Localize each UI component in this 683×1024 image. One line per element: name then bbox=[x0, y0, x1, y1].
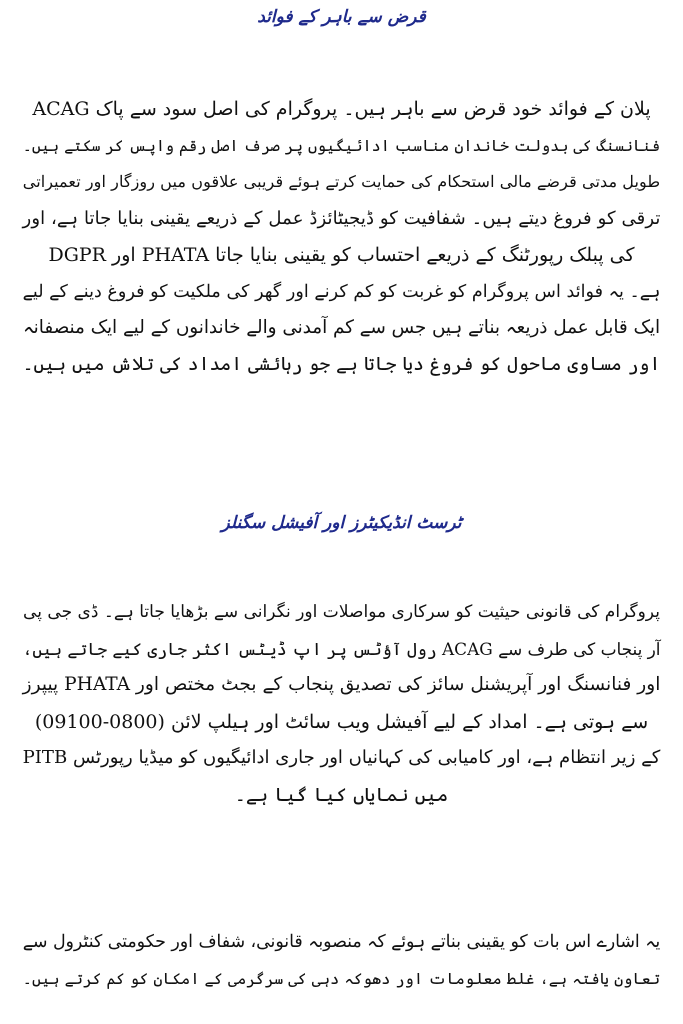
paragraph-line: اور فنانسنگ اور آپریشنل سائز کی تصدیق پنجاب کے بجٹ مختص اور PHATA پیپرز bbox=[22, 674, 661, 695]
paragraph-line: پروگرام کی قانونی حیثیت کو سرکاری مواصلات اور نگرانی سے بڑھایا جاتا ہے۔ ڈی جی پی bbox=[23, 602, 660, 622]
paragraph-line: سے ہوتی ہے۔ امداد کے لیے آفیشل ویب سائٹ اور ہیلپ لائن (0800-09100) bbox=[34, 710, 649, 733]
section-heading-benefits: قرض سے باہر کے فوائد bbox=[257, 7, 426, 27]
paragraph-line: تعاون یافتہ ہے، غلط معلومات اور دھوکہ دہی کی سرگرمی کے امکان کو کم کرتے ہیں۔ bbox=[22, 968, 661, 988]
paragraph-benefits bbox=[16, 91, 667, 383]
paragraph-line: ایک قابل عمل ذریعہ بناتے ہیں جس سے کم آمدنی والے خاندانوں کے لیے ایک منصفانہ bbox=[22, 317, 661, 338]
paragraph-line: میں نمایاں کیا گیا ہے۔ bbox=[234, 783, 449, 806]
paragraph-line: DGPR اور PHATA کی پبلک رپورٹنگ کے ذریعے احتساب کو یقینی بنایا جاتا bbox=[48, 244, 635, 266]
section-heading-trust-indicators: ٹرسٹ انڈیکیٹرز اور آفیشل سگنلز bbox=[221, 513, 462, 533]
paragraph-line: ACAG پلان کے فوائد خود قرض سے باہر ہیں۔ پروگرام کی اصل سود سے پاک bbox=[32, 98, 651, 120]
paragraph-line: یہ اشارے اس بات کو یقینی بناتے ہوئے کہ منصوبہ قانونی، شفاف اور حکومتی کنٹرول سے bbox=[22, 932, 661, 952]
paragraph-line: طویل مدتی قرضے مالی استحکام کی حمایت کرتے ہوئے قریبی علاقوں میں روزگار اور تعمیراتی bbox=[22, 172, 661, 191]
paragraph-trust-indicators bbox=[16, 594, 667, 813]
paragraph-line: PITB کے زیر انتظام ہے، اور کامیابی کی کہانیاں اور جاری ادائیگیوں کو میڈیا رپورٹس bbox=[22, 747, 661, 768]
paragraph-summary bbox=[16, 924, 667, 997]
paragraph-line: اور مساوی ماحول کو فروغ دیا جاتا ہے جو رہائشی امداد کی تلاش میں ہیں۔ bbox=[22, 353, 661, 375]
paragraph-line: ہے۔ یہ فوائد اس پروگرام کو غربت کو کم کرنے اور گھر کی ملکیت کو فروغ دینے کے لیے bbox=[22, 281, 661, 302]
paragraph-line: آر پنجاب کی طرف سے ACAG رول آؤٹس پر اپ ڈیٹس اکثر جاری کیے جاتے ہیں، bbox=[22, 638, 661, 659]
paragraph-line: ترقی کو فروغ دیتے ہیں۔ شفافیت کو ڈیجیٹائزڈ عمل کے ذریعے یقینی بنایا جاتا ہے، اور bbox=[22, 207, 661, 229]
paragraph-line: فنانسنگ کی بدولت خاندان مناسب ادائیگیوں پر صرف اصل رقم واپس کر سکتے ہیں۔ bbox=[22, 136, 661, 155]
